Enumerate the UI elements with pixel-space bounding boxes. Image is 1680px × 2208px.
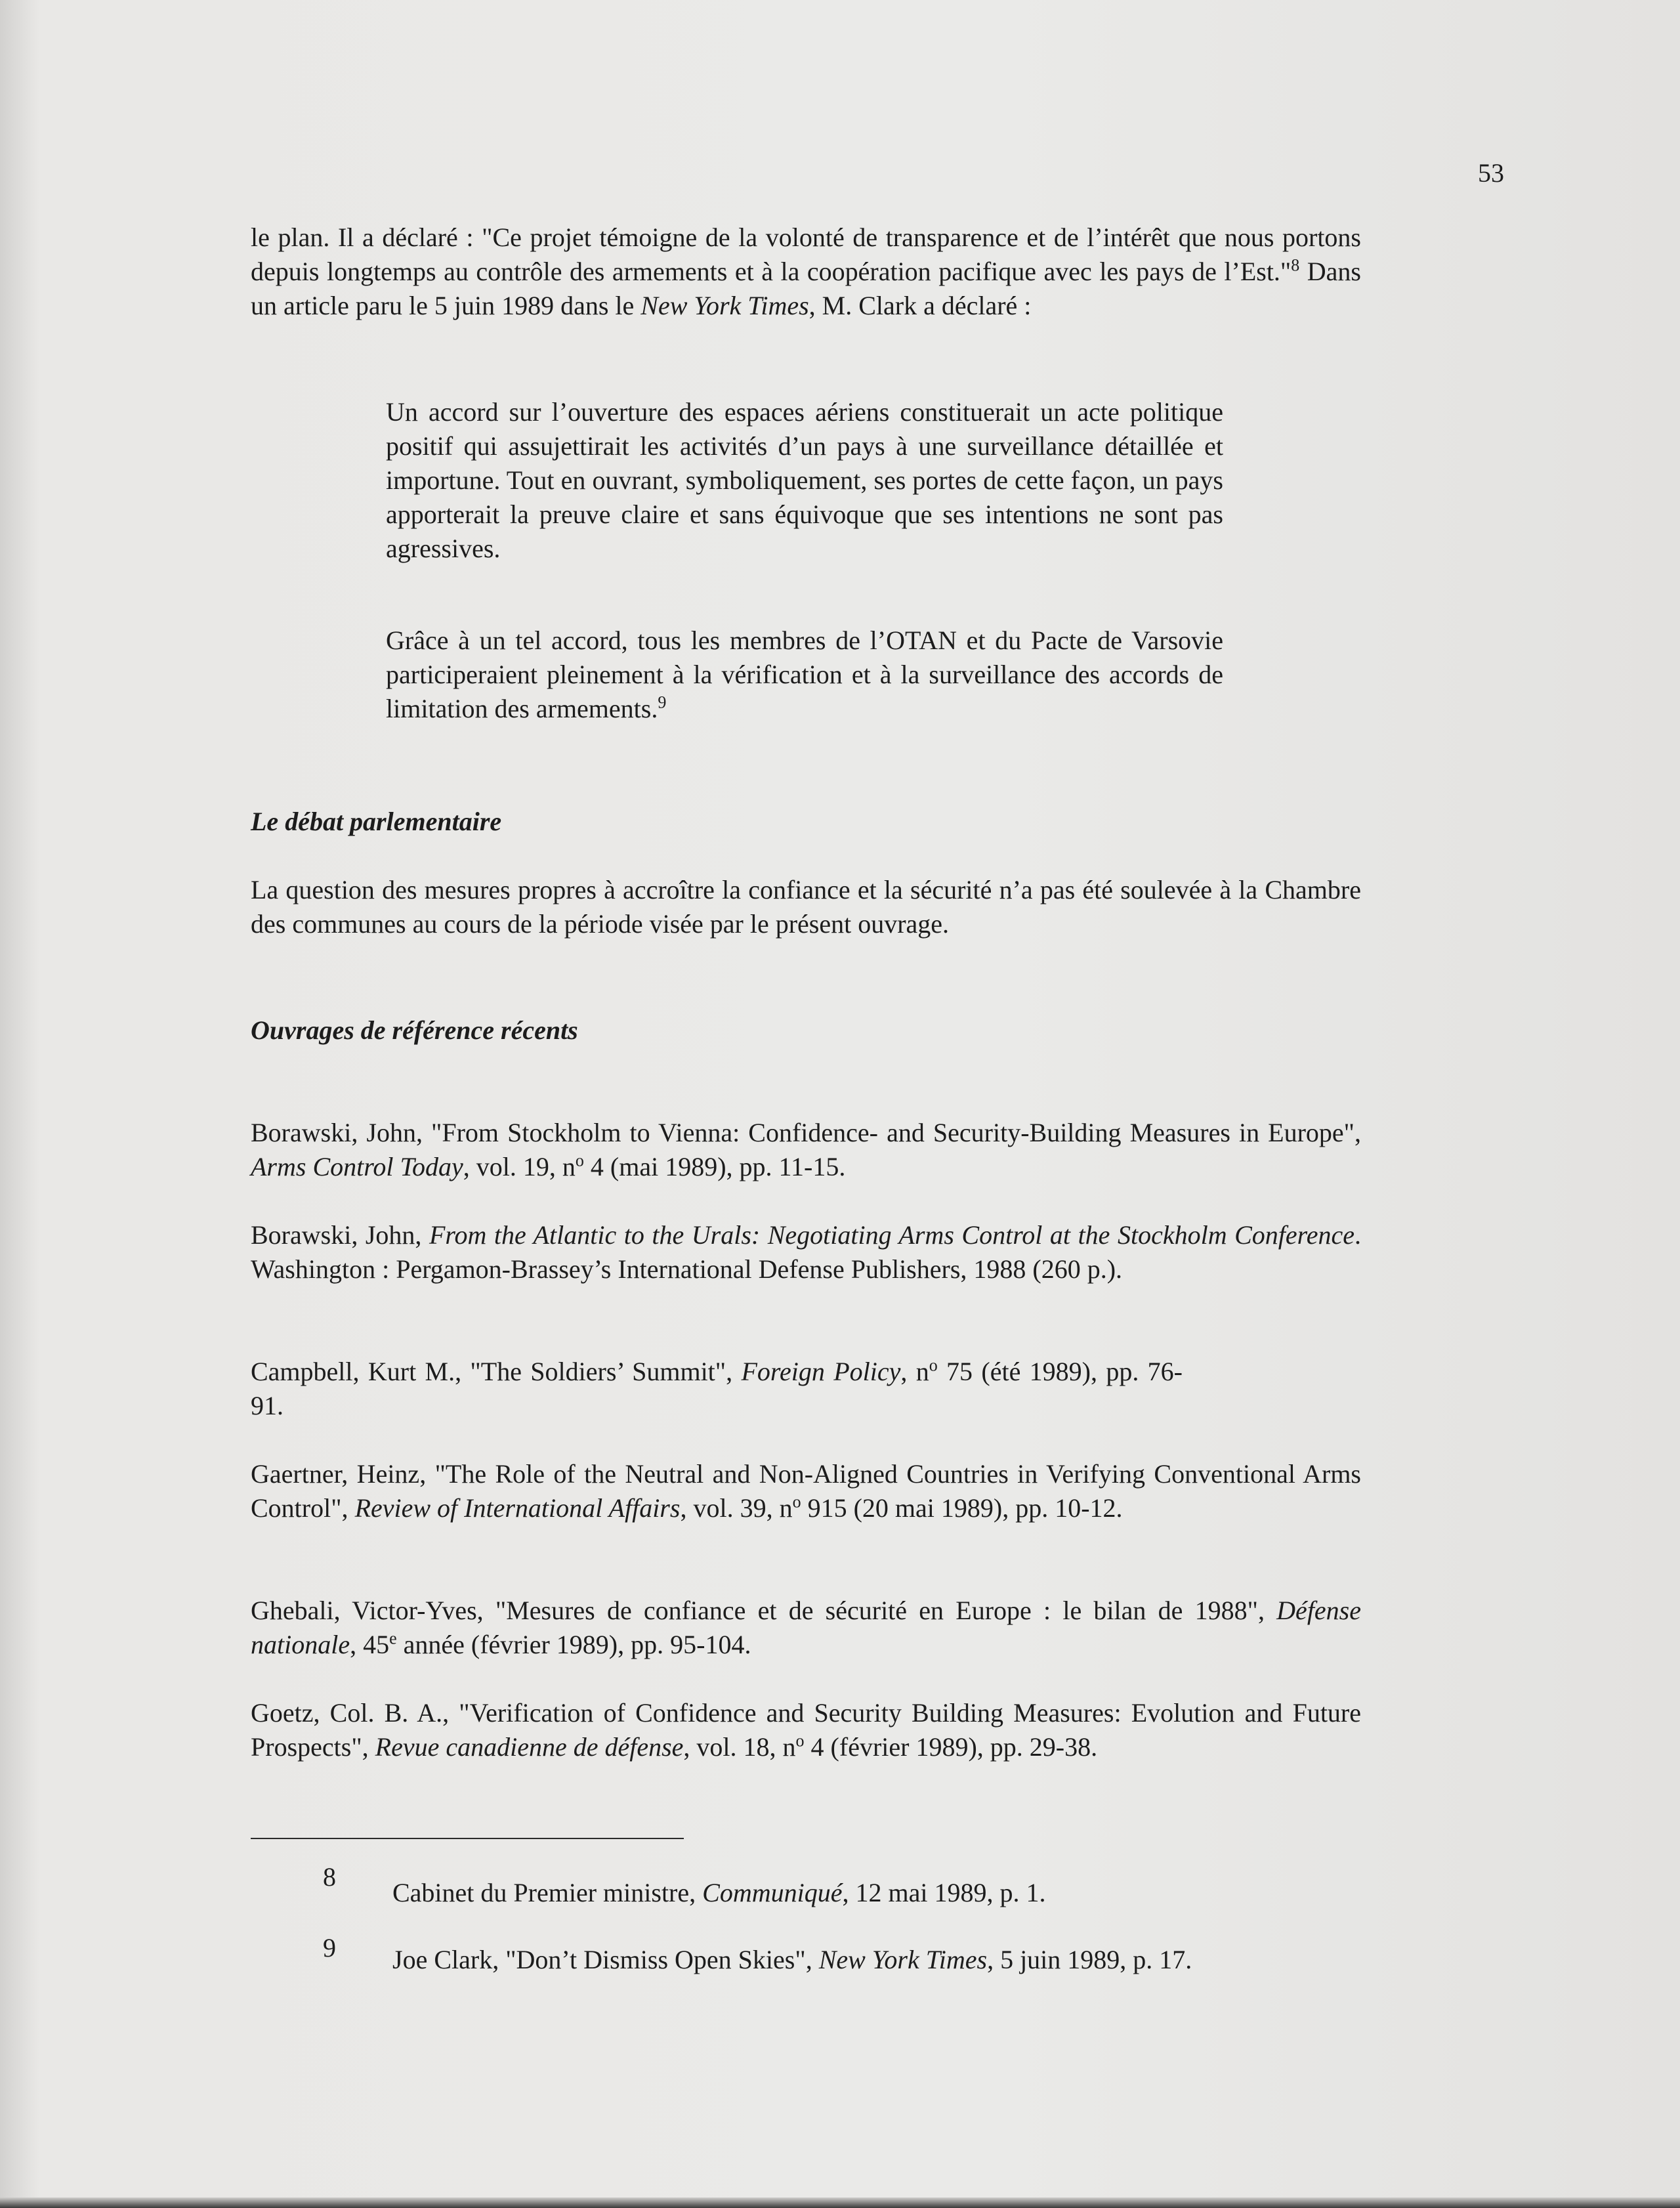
footnote-number: 8 <box>323 1862 336 1892</box>
page-number: 53 <box>1478 158 1504 188</box>
reference-entry: Campbell, Kurt M., "The Soldiers’ Summit", Foreign Policy, $n^o$ 75 (été 1989), pp. 76-91. <box>251 1355 1183 1420</box>
footnote-number: 9 <box>323 1933 336 1963</box>
section-heading-references: Ouvrages de référence récents <box>251 1015 578 1045</box>
footnote-text: Joe Clark, "Don’t Dismiss Open Skies", New York Times, 5 juin 1989, p. 17. <box>392 1945 1192 1974</box>
section-heading-parliamentary-debate: Le débat parlementaire <box>251 807 502 836</box>
footnote-ref-8[interactable]: 8 <box>1291 255 1300 275</box>
reference-entry: Borawski, John, From the Atlantic to the Urals: Negotiating Arms Control at the Stockholm Conference. Washington : Pergamon-Brassey’s International Defense Publishers, 1988 (260 p.). <box>251 1220 1362 1284</box>
footnote-text: Cabinet du Premier ministre, Communiqué, 12 mai 1989, p. 1. <box>392 1878 1046 1907</box>
page-bottom-edge <box>0 2197 1680 2208</box>
footnote-separator <box>251 1838 684 1839</box>
intro-paragraph: le plan. Il a déclaré : "Ce projet témoigne de la volonté de transparence et de l’intérêt que nous portons depuis longtemps au contrôle des armements et à la coopération pacifique avec les pays de l’Est."$^8$ Dans un article paru le 5 juin 1989 dans le New York Times, M. Clark a déclaré : <box>251 223 1361 320</box>
reference-entry: Goetz, Col. B. A., "Verification of Confidence and Security Building Measures: Evolution and Future Prospects", Revue canadienne de défense, vol. 18, $n^o$ 4 (février 1989), pp. 29-38. <box>251 1698 1361 1762</box>
block-quote-paragraph-2: Grâce à un tel accord, tous les membres de l’OTAN et du Pacte de Varsovie participeraient pleinement à la vérification et à la surveillance des accords de limitation des armements.$^9$ <box>386 626 1223 723</box>
block-quote-paragraph-1: Un accord sur l’ouverture des espaces aériens constituerait un acte politique positif qui assujettirait les activités d’un pays à une surveillance détaillée et importune. Tout en ouvrant, symboliquement, ses portes de cette façon, un pays apporterait la preuve claire et sans équivoque que ses intentions ne sont pas agressives. <box>386 397 1223 563</box>
reference-entry: Borawski, John, "From Stockholm to Vienna: Confidence- and Security-Building Measures in Europe", Arms Control Today, vol. 19, $n^o$ 4 (mai 1989), pp. 11-15. <box>251 1118 1361 1181</box>
parliamentary-debate-paragraph: La question des mesures propres à accroître la confiance et la sécurité n’a pas été soulevée à la Chambre des communes au cours de la période visée par le présent ouvrage. <box>251 875 1361 939</box>
newspaper-title: New York Times <box>640 291 809 320</box>
reference-entry: Ghebali, Victor-Yves, "Mesures de confiance et de sécurité en Europe : le bilan de 1988", Défense nationale, 45e année (février 1989), pp. 95-104. <box>251 1596 1361 1659</box>
footnote-ref-9[interactable]: 9 <box>658 692 667 712</box>
reference-entry: Gaertner, Heinz, "The Role of the Neutral and Non-Aligned Countries in Verifying Conventional Arms Control", Review of International Affairs, vol. 39, $n^o$ 915 (20 mai 1989), pp. 10-12. <box>251 1459 1361 1523</box>
